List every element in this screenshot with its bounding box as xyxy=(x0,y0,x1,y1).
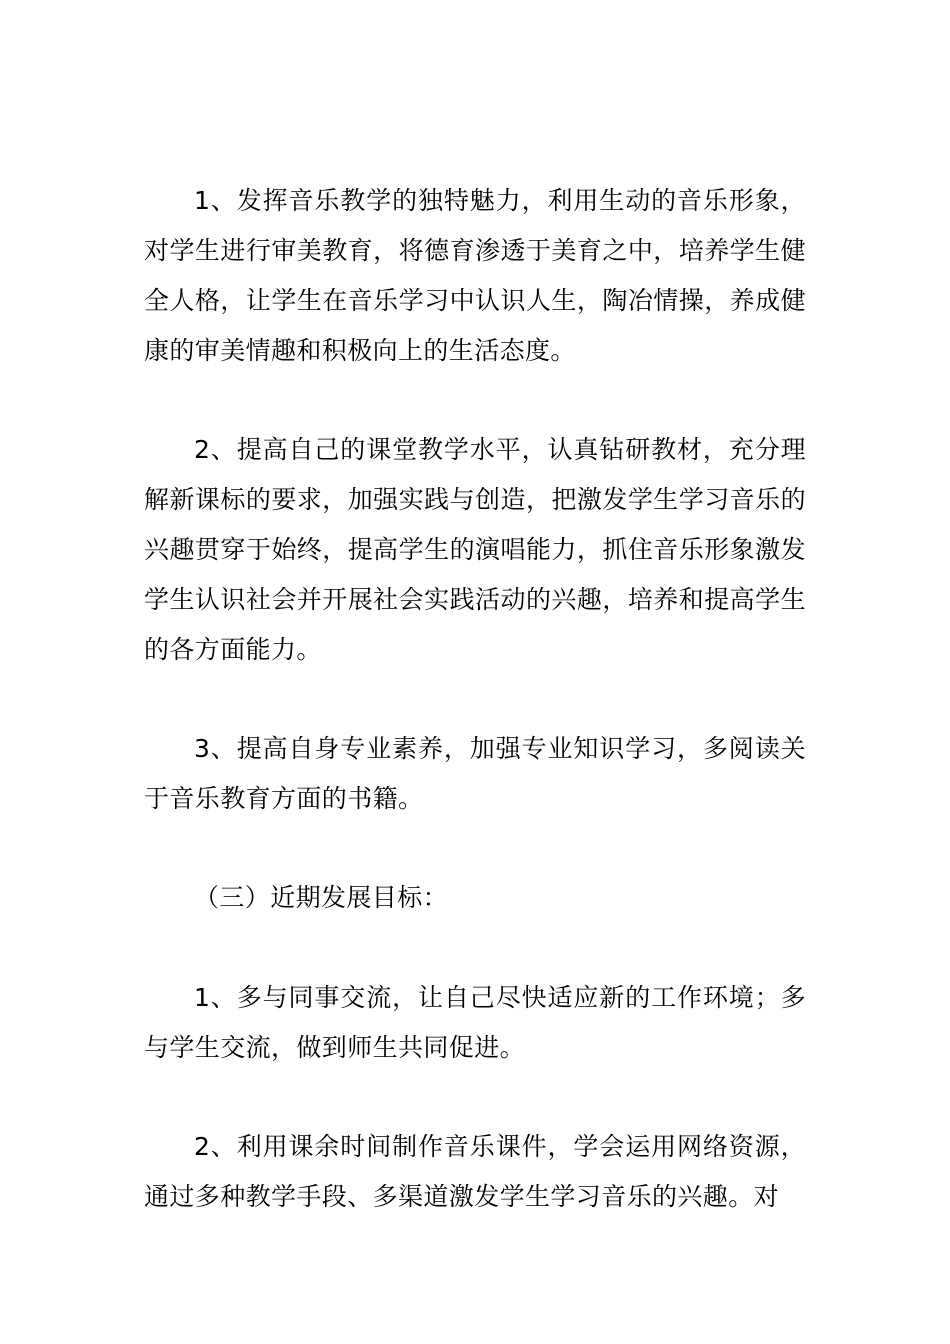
paragraph-goal-3: 3、提高自身专业素养，加强专业知识学习，多阅读关于音乐教育方面的书籍。 xyxy=(144,734,806,813)
paragraph-goal-2: 2、提高自己的课堂教学水平，认真钻研教材，充分理解新课标的要求，加强实践与创造，把激发学生学习音乐的兴趣贯穿于始终，提高学生的演唱能力，抓住音乐形象激发学生认识社会并开展社会实践活动的兴趣，培养和提高学生的各方面能力。 xyxy=(144,435,806,664)
section-heading-near-term-goals: （三）近期发展目标： xyxy=(194,883,449,912)
paragraph-goal-1: 1、发挥音乐教学的独特魅力，利用生动的音乐形象，对学生进行审美教育，将德育渗透于美育之中，培养学生健全人格，让学生在音乐学习中认识人生，陶冶情操，养成健康的审美情趣和积极向上的生活态度。 xyxy=(144,186,806,365)
paragraph-near-term-2: 2、利用课余时间制作音乐课件，学会运用网络资源，通过多种教学手段、多渠道激发学生学习音乐的兴趣。对 xyxy=(144,1132,806,1211)
paragraph-near-term-1: 1、多与同事交流，让自己尽快适应新的工作环境；多与学生交流，做到师生共同促进。 xyxy=(144,983,806,1062)
